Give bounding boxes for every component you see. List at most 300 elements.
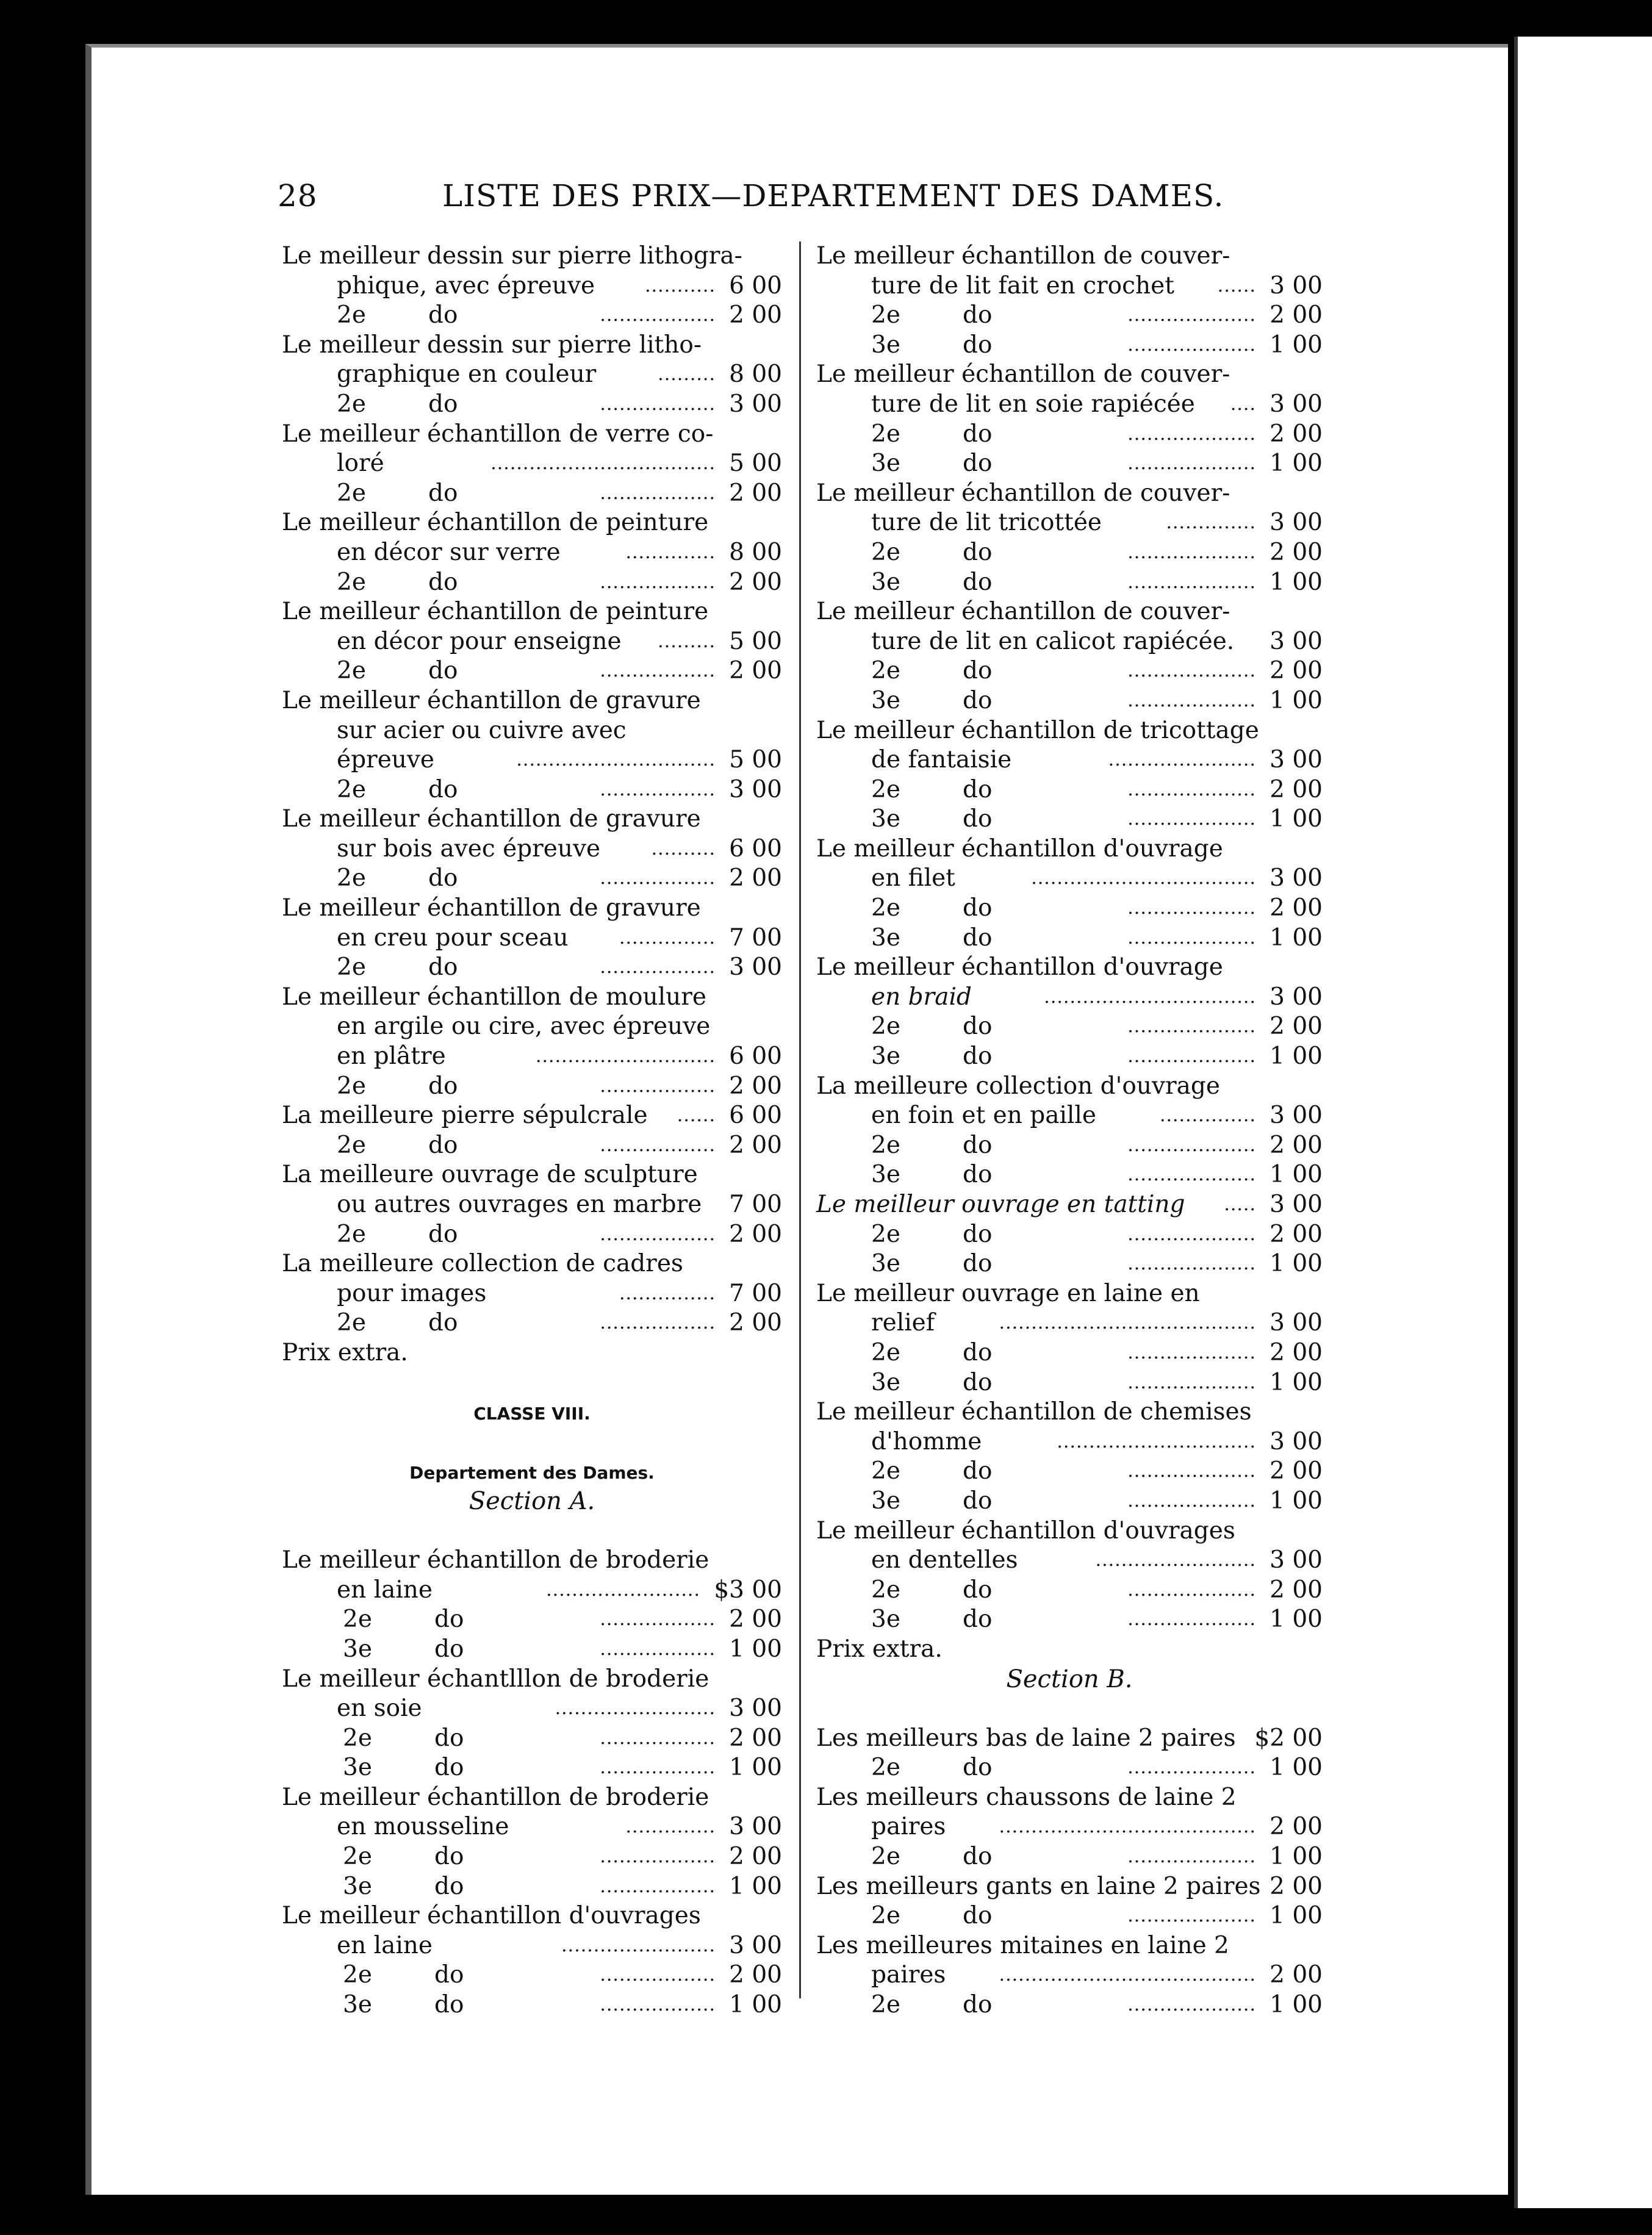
ditto-mark: do [963, 1991, 993, 2019]
ditto-mark: do [434, 1872, 464, 1900]
prize-place-line [282, 656, 782, 686]
entry-label: en mousseline [337, 1813, 509, 1841]
ditto-mark: do [428, 657, 458, 685]
leader-dots: .............. [625, 541, 716, 563]
prize-item-line [816, 627, 1323, 657]
leader-dots: .................... [1127, 1994, 1256, 2016]
entry-label: 2e [871, 1220, 900, 1248]
ditto-mark: do [963, 1220, 993, 1248]
ditto-mark: do [963, 1576, 993, 1604]
prize-place-line [282, 1220, 782, 1250]
prize-place-line [282, 1605, 782, 1635]
prize-place-line [816, 686, 1323, 716]
entry-label: 3e [871, 1368, 900, 1396]
ditto-mark: do [428, 1220, 458, 1248]
entry-label: 2e [337, 568, 366, 596]
entry-label: 2e [871, 1843, 900, 1871]
subheading-text: Section B. [1006, 1665, 1133, 1693]
entry-label: Le meilleur dessin sur pierre litho- [282, 331, 702, 359]
ditto-mark: do [963, 1013, 993, 1041]
leader-dots: .................... [1127, 1609, 1256, 1631]
entry-label: 2e [871, 420, 900, 448]
prize-amount: 1 00 [1270, 450, 1323, 478]
prize-amount: 1 00 [1270, 1843, 1323, 1871]
entry-text-line [816, 597, 1323, 627]
prize-amount: 1 00 [1270, 1487, 1323, 1515]
entry-label: pour images [337, 1279, 487, 1307]
subheading-text: Section A. [469, 1487, 595, 1515]
entry-text-line [282, 242, 782, 271]
entry-label: en soie [337, 1695, 422, 1723]
prize-place-line [816, 1042, 1323, 1072]
entry-text-line [816, 360, 1323, 390]
leader-dots: .................... [1127, 1579, 1256, 1601]
prize-amount: 2 00 [1270, 1457, 1323, 1485]
prize-place-line [282, 1131, 782, 1161]
ditto-mark: do [963, 1131, 993, 1159]
entry-text-line [282, 331, 782, 361]
entry-label: paires [871, 1961, 946, 1989]
ditto-mark: do [963, 420, 993, 448]
entry-label: 2e [871, 894, 900, 922]
entry-label: 2e [871, 1576, 900, 1604]
leader-dots: .................... [1127, 1846, 1256, 1868]
leader-dots: ................................. [1044, 986, 1256, 1008]
entry-label: 2e [871, 1338, 900, 1366]
leader-dots: .................... [1127, 689, 1256, 711]
leader-dots: ........... [645, 274, 716, 296]
leader-dots: ....................... [1108, 749, 1256, 771]
ditto-mark: do [963, 1457, 993, 1485]
leader-dots: ............... [619, 927, 716, 949]
prize-amount: 2 00 [1270, 1013, 1323, 1041]
entry-label: ture de lit en calicot rapiécée. [871, 627, 1235, 655]
prize-amount: 2 00 [1270, 1961, 1323, 1989]
entry-label: 2e [337, 301, 366, 329]
entry-label: 3e [871, 924, 900, 952]
ditto-mark: do [963, 1902, 993, 1930]
entry-label: en foin et en paille [871, 1102, 1096, 1130]
prize-place-line [282, 1990, 782, 2020]
leader-dots: .................... [1127, 1371, 1256, 1393]
entry-label: 2e [871, 1754, 900, 1782]
blank-line [282, 1427, 782, 1457]
prize-amount: 3 00 [1270, 746, 1323, 774]
entry-label: 3e [871, 331, 900, 359]
entry-label: en décor sur verre [337, 538, 561, 566]
prize-amount: 1 00 [1270, 1902, 1323, 1930]
entry-label: Le meilleur échantillon de broderie [282, 1546, 709, 1574]
leader-dots: ........................................ [999, 1816, 1256, 1838]
prize-item-line [282, 271, 782, 301]
prize-amount: 2 00 [1270, 1220, 1323, 1248]
leader-dots: ......................... [555, 1698, 716, 1720]
prize-amount: 3 00 [1270, 1191, 1323, 1218]
entry-label: Le meilleur échantillon de broderie [282, 1783, 709, 1811]
leader-dots: .................. [600, 778, 716, 800]
entry-text-line [282, 716, 782, 746]
prize-place-line [816, 1457, 1323, 1487]
entry-text-line [816, 1397, 1323, 1427]
entry-label: 2e [871, 1457, 900, 1485]
prize-amount: 3 00 [1270, 983, 1323, 1011]
leader-dots: .................... [1127, 1223, 1256, 1245]
leader-dots: .................... [1127, 1253, 1256, 1275]
prize-amount: 8 00 [729, 361, 782, 389]
entry-label: Le meilleur échantillon d'ouvrages [282, 1902, 701, 1930]
prize-item-line [816, 1872, 1323, 1902]
prize-amount: 1 00 [729, 1991, 782, 2019]
prize-amount: 1 00 [1270, 1368, 1323, 1396]
leader-dots: ......................... [1095, 1549, 1256, 1571]
entry-label: 3e [871, 1487, 900, 1515]
prize-amount: 1 00 [729, 1872, 782, 1900]
prize-place-line [282, 1635, 782, 1665]
entry-label: 2e [871, 775, 900, 803]
entry-label: 2e [337, 1072, 366, 1100]
entry-label: ture de lit fait en crochet [871, 271, 1174, 300]
leader-dots: .................. [600, 1638, 716, 1660]
entry-label: 2e [871, 1991, 900, 2019]
prize-place-line [282, 1961, 782, 1990]
ditto-mark: do [963, 894, 993, 922]
entry-label: Le meilleur échantillon d'ouvrage [816, 834, 1223, 863]
prize-amount: 3 00 [1270, 390, 1323, 418]
prize-amount: 5 00 [729, 746, 782, 774]
entry-label: La meilleure collection de cadres [282, 1250, 683, 1278]
ditto-mark: do [434, 1635, 464, 1663]
prize-item-line [816, 983, 1323, 1013]
prize-amount: 1 00 [1270, 1042, 1323, 1071]
leader-dots: .................... [1127, 1341, 1256, 1363]
ditto-mark: do [428, 1072, 458, 1100]
leader-dots: ............... [619, 1282, 716, 1304]
leader-dots: ................................... [490, 453, 716, 475]
prize-amount: 3 00 [729, 1813, 782, 1841]
ditto-mark: do [434, 1843, 464, 1871]
entry-label: en filet [871, 864, 955, 892]
entry-label: Le meilleur dessin sur pierre lithogra- [282, 242, 742, 270]
entry-label: 3e [343, 1872, 372, 1900]
prize-item-line [282, 1694, 782, 1724]
ditto-mark: do [963, 538, 993, 566]
leader-dots: .................... [1127, 1134, 1256, 1156]
entry-label: loré [337, 450, 384, 478]
prize-amount: 2 00 [1270, 657, 1323, 685]
ditto-mark: do [428, 301, 458, 329]
prize-item-line [816, 1724, 1323, 1754]
prize-amount: 3 00 [1270, 271, 1323, 300]
entry-label: 3e [871, 1250, 900, 1278]
prize-item-line [282, 1576, 782, 1605]
leader-dots: .............. [625, 1816, 716, 1838]
leader-dots: .................... [1127, 1460, 1256, 1482]
ditto-mark: do [428, 568, 458, 596]
entry-label: 2e [871, 1902, 900, 1930]
entry-label: Le meilleur échantillon de gravure [282, 686, 701, 714]
leader-dots: ........................................ [999, 1312, 1256, 1334]
heading-text: Departement des Dames. [409, 1463, 655, 1483]
prize-item-line [816, 864, 1323, 894]
ditto-mark: do [428, 775, 458, 803]
entry-text-line [282, 805, 782, 834]
prize-item-line [816, 1427, 1323, 1457]
prize-item-line [282, 1931, 782, 1961]
ditto-mark: do [434, 1724, 464, 1752]
leader-dots: ......... [658, 364, 716, 386]
entry-text-line [282, 1546, 782, 1576]
ditto-mark: do [434, 1605, 464, 1634]
prize-place-line [282, 1072, 782, 1102]
prize-amount: 1 00 [1270, 1605, 1323, 1634]
entry-text-line [816, 1072, 1323, 1102]
prize-amount: 1 00 [1270, 568, 1323, 596]
leader-dots: .................. [600, 867, 716, 889]
leader-dots: ......... [658, 630, 716, 652]
entry-label: 2e [337, 657, 366, 685]
entry-label: 2e [337, 1309, 366, 1337]
prize-amount: 2 00 [1270, 1576, 1323, 1604]
entry-label: 3e [343, 1635, 372, 1663]
prize-amount: 3 00 [1270, 509, 1323, 537]
entry-label: en laine [337, 1931, 433, 1959]
leader-dots: .................... [1127, 304, 1256, 326]
entry-label: Le meilleur ouvrage en tatting [816, 1191, 1185, 1218]
entry-label: 2e [337, 864, 366, 892]
entry-label: de fantaisie [871, 746, 1012, 774]
leader-dots: .................. [600, 1727, 716, 1749]
entry-label: en dentelles [871, 1546, 1018, 1574]
leader-dots: .... [1230, 393, 1256, 415]
ditto-mark: do [434, 1961, 464, 1989]
prize-item-line [282, 627, 782, 657]
entry-label: 2e [337, 1131, 366, 1159]
section-subheading [282, 1487, 782, 1516]
entry-label: épreuve [337, 746, 434, 774]
prize-amount: 2 00 [1270, 894, 1323, 922]
leader-dots: .................. [600, 1134, 716, 1156]
leader-dots: .................... [1127, 541, 1256, 563]
ditto-mark: do [963, 657, 993, 685]
leader-dots: .................... [1127, 423, 1256, 445]
entry-text-line [282, 1783, 782, 1813]
entry-text-line [282, 1160, 782, 1190]
entry-label: en braid [871, 983, 972, 1011]
leader-dots: .................. [600, 1964, 716, 1986]
entry-text-line [816, 834, 1323, 864]
entry-text-line [282, 1665, 782, 1695]
right-column [816, 242, 1323, 2020]
leader-dots: .................. [600, 482, 716, 504]
prize-item-line [816, 1812, 1323, 1842]
prize-amount: 2 00 [729, 479, 782, 507]
prize-amount: 1 00 [1270, 1250, 1323, 1278]
prize-place-line [816, 1338, 1323, 1368]
prize-item-line [282, 834, 782, 864]
entry-text-line [816, 242, 1323, 271]
prize-amount: 2 00 [729, 1072, 782, 1100]
entry-label: en argile ou cire, avec épreuve [337, 1013, 711, 1041]
leader-dots: ........................................ [999, 1964, 1256, 1986]
entry-label: 2e [343, 1724, 372, 1752]
prize-place-line [816, 1012, 1323, 1042]
ditto-mark: do [963, 805, 993, 833]
prize-place-line [816, 924, 1323, 953]
adjacent-page-edge [1514, 37, 1652, 2208]
entry-label: sur bois avec épreuve [337, 834, 601, 863]
entry-label: Le meilleur échantillon de gravure [282, 894, 701, 922]
leader-dots: ............................ [535, 1046, 716, 1067]
leader-dots: .................. [600, 393, 716, 415]
leader-dots: .......... [651, 838, 716, 859]
ditto-mark: do [428, 390, 458, 418]
entry-label: 3e [871, 686, 900, 714]
ditto-mark: do [963, 1161, 993, 1189]
prize-amount: 1 00 [1270, 924, 1323, 952]
prize-place-line [816, 805, 1323, 834]
leader-dots: .............. [1166, 512, 1256, 534]
leader-dots: ..... [1224, 1194, 1256, 1215]
page-number: 28 [278, 178, 318, 213]
entry-label: 2e [871, 657, 900, 685]
entry-label: Le meilleur échantlllon de broderie [282, 1665, 709, 1693]
entry-text-line [816, 1931, 1323, 1961]
blank-line [282, 1368, 782, 1398]
prize-amount: 7 00 [729, 924, 782, 952]
entry-text-line [816, 716, 1323, 746]
leader-dots: ................................... [1031, 867, 1256, 889]
prize-amount: 2 00 [1270, 1813, 1323, 1841]
ditto-mark: do [963, 924, 993, 952]
entry-label: La meilleure pierre sépulcrale [282, 1102, 648, 1130]
entry-label: 3e [871, 1605, 900, 1634]
entry-label: 2e [343, 1961, 372, 1989]
prize-place-line [282, 1308, 782, 1338]
prize-item-line [282, 1042, 782, 1072]
leader-dots: ...... [1217, 274, 1256, 296]
prize-item-line [816, 1101, 1323, 1131]
entry-label: 2e [871, 538, 900, 566]
ditto-mark: do [963, 775, 993, 803]
prize-place-line [282, 864, 782, 894]
entry-label: Prix extra. [816, 1635, 943, 1663]
prize-place-line [816, 1160, 1323, 1190]
prize-amount: 2 00 [729, 1220, 782, 1248]
ditto-mark: do [963, 1338, 993, 1366]
entry-label: Les meilleures mitaines en laine 2 [816, 1931, 1229, 1959]
entry-text-line [282, 1901, 782, 1931]
entry-text-line [282, 420, 782, 450]
prize-place-line [282, 1842, 782, 1872]
prize-place-line [816, 1605, 1323, 1635]
entry-label: sur acier ou cuivre avec [337, 716, 627, 744]
entry-label: d'homme [871, 1427, 982, 1455]
ditto-mark: do [963, 1250, 993, 1278]
entry-label: Le meilleur échantillon de couver- [816, 479, 1230, 507]
prize-amount: 2 00 [729, 1605, 782, 1634]
prize-place-line [816, 656, 1323, 686]
entry-label: Le meilleur échantillon de couver- [816, 242, 1230, 270]
entry-label: Le meilleur échantillon de moulure [282, 983, 706, 1011]
prize-place-line [282, 1724, 782, 1754]
prize-amount: 3 00 [1270, 1546, 1323, 1574]
leader-dots: .................. [600, 956, 716, 978]
leader-dots: .................... [1127, 808, 1256, 830]
leader-dots: .................. [600, 1609, 716, 1631]
leader-dots: .................. [600, 1075, 716, 1097]
ditto-mark: do [963, 1754, 993, 1782]
leader-dots: ........................ [561, 1934, 716, 1956]
prize-amount: 6 00 [729, 1042, 782, 1071]
entry-label: graphique en couleur [337, 361, 597, 389]
left-column [282, 242, 782, 2020]
leader-dots: .................. [600, 304, 716, 326]
leader-dots: .................... [1127, 1164, 1256, 1186]
column-divider [799, 242, 801, 1998]
prize-amount: 2 00 [729, 568, 782, 596]
prize-place-line [816, 568, 1323, 598]
entry-label: 3e [871, 450, 900, 478]
prize-amount: 3 00 [1270, 1427, 1323, 1455]
leader-dots: .................... [1127, 660, 1256, 682]
entry-label: 2e [343, 1605, 372, 1634]
prize-place-line [816, 1901, 1323, 1931]
entry-text-line [282, 597, 782, 627]
prize-amount: 1 00 [1270, 1161, 1323, 1189]
entry-label: Le meilleur échantillon d'ouvrages [816, 1516, 1235, 1544]
prize-amount: 3 00 [1270, 627, 1323, 655]
leader-dots: .................... [1127, 1490, 1256, 1512]
prize-place-line [282, 1753, 782, 1783]
entry-label: 2e [337, 390, 366, 418]
leader-dots: .................... [1127, 897, 1256, 919]
prize-amount: 1 00 [1270, 331, 1323, 359]
ditto-mark: do [434, 1991, 464, 2019]
prize-item-line [816, 1308, 1323, 1338]
ditto-mark: do [963, 450, 993, 478]
ditto-mark: do [428, 479, 458, 507]
leader-dots: .................. [600, 1312, 716, 1334]
ditto-mark: do [963, 568, 993, 596]
prize-place-line [816, 1487, 1323, 1516]
entry-label: Le meilleur échantillon de gravure [282, 805, 701, 833]
prize-item-line [282, 1812, 782, 1842]
prize-amount: 3 00 [1270, 1309, 1323, 1337]
prize-amount: 3 00 [729, 1931, 782, 1959]
prize-place-line [816, 1220, 1323, 1250]
prize-amount: 5 00 [729, 627, 782, 655]
prize-amount: 6 00 [729, 271, 782, 300]
prize-item-line [816, 1190, 1323, 1220]
entry-label: Le meilleur échantillon de tricottage [816, 716, 1259, 744]
leader-dots: .................... [1127, 334, 1256, 356]
entry-label: 2e [871, 1131, 900, 1159]
entry-label: 2e [337, 953, 366, 981]
prize-amount: 2 00 [729, 1724, 782, 1752]
prize-place-line [816, 1842, 1323, 1872]
prize-amount: 8 00 [729, 538, 782, 566]
entry-text-line [282, 1249, 782, 1279]
prize-amount: 2 00 [1270, 775, 1323, 803]
prize-place-line [282, 568, 782, 598]
entry-label: 3e [871, 805, 900, 833]
prize-item-line [816, 390, 1323, 420]
leader-dots: ............................... [516, 749, 716, 771]
prize-amount: 1 00 [1270, 805, 1323, 833]
section-heading [282, 1397, 782, 1427]
entry-label: ou autres ouvrages en marbre [337, 1191, 702, 1218]
prize-place-line [282, 1872, 782, 1902]
